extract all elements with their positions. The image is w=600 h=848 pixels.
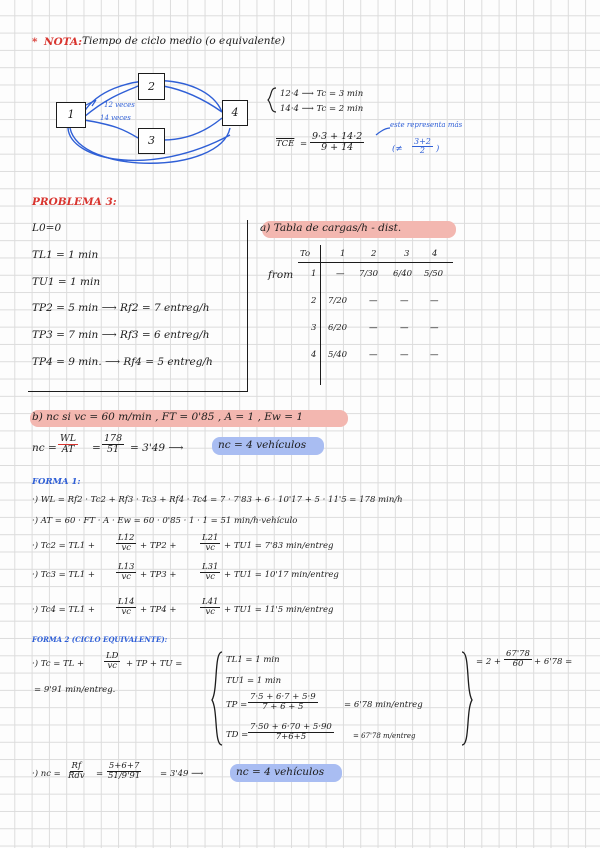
forma2-vc: vc xyxy=(107,660,118,671)
tabla-cell: — xyxy=(430,350,439,360)
forma2-td-num: 7·50 + 6·70 + 5·90 xyxy=(250,722,332,732)
tabla-col-4: 4 xyxy=(432,249,438,259)
forma2-tp-frac xyxy=(248,693,318,712)
tce-den: 9 + 14 xyxy=(321,141,354,153)
tabla-col-1: 1 xyxy=(340,249,346,259)
tabla-cell: 5/50 xyxy=(424,269,444,279)
forma2-brace-td: TD = xyxy=(226,730,249,740)
tabla-cell: — xyxy=(369,350,378,360)
param-tp3: TP3 = 7 min ⟶ Rf3 = 6 entreg/h xyxy=(32,329,210,341)
tc4-frac1 xyxy=(116,598,136,617)
tabla-cell: 6/20 xyxy=(328,323,348,333)
param-tp2: TP2 = 5 min ⟶ Rf2 = 7 entreg/h xyxy=(32,302,210,314)
forma2-nc-lhs: ·) nc = xyxy=(32,769,61,779)
tc3-f1n: L13 xyxy=(118,562,135,572)
tabla-hline xyxy=(298,262,453,263)
tc2-frac1 xyxy=(116,534,136,553)
param-l0: L0=0 xyxy=(32,222,62,234)
param-tu1: TU1 = 1 min xyxy=(32,276,101,288)
forma2-nc-val: = 3'49 ⟶ xyxy=(160,769,204,779)
tabla-cell: — xyxy=(369,296,378,306)
forma2-result: = 9'91 min/entreg. xyxy=(34,685,116,695)
tc4-frac2 xyxy=(200,598,220,617)
tc4-f2n: L41 xyxy=(202,597,219,607)
nc-num-fraction xyxy=(102,434,124,455)
blue-neq: (≠ xyxy=(392,144,403,154)
tabla-row-label: 4 xyxy=(311,350,317,360)
forma2-td-frac xyxy=(248,723,334,742)
forma1-at-line: ·) AT = 60 · FT · A · Ew = 60 · 0'85 · 1 · 1 = 51 min/h·vehículo xyxy=(32,516,298,526)
tabla-cell: — xyxy=(369,323,378,333)
tabla-row-label: 3 xyxy=(311,323,317,333)
forma2-right-fd: 60 xyxy=(512,658,524,669)
param-box-vline xyxy=(247,220,248,392)
forma2-nc-eq: = xyxy=(96,769,104,779)
tc2-f2n: L21 xyxy=(202,533,219,543)
forma2-nc-f2d: 51/9'91 xyxy=(108,770,141,781)
tc3-frac2 xyxy=(200,563,220,582)
forma2-line1-lhs: ·) Tc = TL + xyxy=(32,659,85,669)
blue-frac-den: 2 xyxy=(419,146,425,156)
forma2-nc-f1n: Rf xyxy=(71,761,82,771)
node-3: 3 xyxy=(138,128,165,154)
forma2-brace-tu: TU1 = 1 min xyxy=(226,676,282,686)
wl-at-fraction xyxy=(58,434,78,455)
forma2-td-den: 7+6+5 xyxy=(275,731,307,742)
forma2-ld: LD xyxy=(106,651,119,661)
tabla-row-label: 1 xyxy=(311,269,317,279)
tabla-cell: 5/40 xyxy=(328,350,348,360)
forma2-line1-rhs: + TP + TU = xyxy=(126,659,183,669)
forma2-brace-tl: TL1 = 1 min xyxy=(226,655,280,665)
tc4-f1n: L14 xyxy=(118,597,135,607)
tabla-cell: — xyxy=(430,323,439,333)
forma2-tp-res: = 6'78 min/entreg xyxy=(344,700,423,710)
tabla-vline xyxy=(320,245,321,385)
node-2: 2 xyxy=(138,73,165,100)
tc3-f2d: vc xyxy=(205,571,216,582)
tc4-mid: + TP4 + xyxy=(140,605,177,615)
tc2-end: + TU1 = 7'83 min/entreg xyxy=(224,541,334,551)
forma2-tp-den: 7 + 6 + 5 xyxy=(262,701,304,712)
tc2-lhs: ·) Tc2 = TL1 + xyxy=(32,541,95,551)
tc3-f2n: L31 xyxy=(202,562,219,572)
nc-eq: = xyxy=(92,442,101,454)
tce-fraction xyxy=(310,132,364,153)
tabla-cell: — xyxy=(430,296,439,306)
tabla-cell: — xyxy=(400,296,409,306)
brace-line-2: 14·4 ⟶ Tc = 2 min xyxy=(280,104,364,114)
tabla-cell: — xyxy=(400,350,409,360)
tc3-lhs: ·) Tc3 = TL1 + xyxy=(32,570,95,580)
forma2-nc-f1d: Rdv xyxy=(68,770,85,781)
param-tl1: TL1 = 1 min xyxy=(32,249,99,261)
tabla-cell: — xyxy=(400,323,409,333)
brace-line-1: 12·4 ⟶ Tc = 3 min xyxy=(280,89,364,99)
tabla-cell: 7/30 xyxy=(359,269,379,279)
tc2-f2d: vc xyxy=(205,542,216,553)
tc2-f1d: vc xyxy=(121,542,132,553)
blue-note: este representa más xyxy=(390,121,463,129)
nc-den: 51 xyxy=(107,443,120,455)
forma2-right-fn: 67'78 xyxy=(506,649,530,659)
nota-text: Tiempo de ciclo medio (o equivalente) xyxy=(82,35,286,47)
tc3-mid: + TP3 + xyxy=(140,570,177,580)
at: AT xyxy=(61,443,75,455)
blue-frac-num: 3+2 xyxy=(414,137,431,146)
forma2-nc-result: nc = 4 vehículos xyxy=(236,766,325,778)
nota-label: NOTA: xyxy=(44,36,83,48)
tabla-to-label: To xyxy=(300,249,311,259)
forma2-right-expr: = 2 + xyxy=(476,657,502,667)
blue-frac xyxy=(412,138,433,156)
tc4-f1d: vc xyxy=(121,606,132,617)
nc-result: nc = 4 vehículos xyxy=(218,439,307,451)
arrow-label-12: 12 veces xyxy=(104,101,135,109)
param-box-hline xyxy=(28,391,248,392)
forma1-title: FORMA 1: xyxy=(32,477,81,487)
nc-result-value: = 3'49 ⟶ xyxy=(130,442,184,454)
tabla-col-3: 3 xyxy=(404,249,410,259)
forma1-wl-line: ·) WL = Rf2 · Tc2 + Rf3 · Tc3 + Rf4 · Tc4 = 7 · 7'83 + 6 · 10'17 + 5 · 11'5 = 178 min/h xyxy=(32,495,403,505)
forma2-right-end: + 6'78 = xyxy=(534,657,573,667)
tc4-f2d: vc xyxy=(205,606,216,617)
tc2-f1n: L12 xyxy=(118,533,135,543)
parte-b-heading: b) nc si vc = 60 m/min , FT = 0'85 , A = 1 , Ew = 1 xyxy=(32,411,304,423)
tabla-cell: 7/20 xyxy=(328,296,348,306)
forma2-brace-tp: TP = xyxy=(226,700,248,710)
forma2-td-res: = 67'78 m/entreg xyxy=(353,732,416,740)
tc3-frac1 xyxy=(116,563,136,582)
tc4-lhs: ·) Tc4 = TL1 + xyxy=(32,605,95,615)
tabla-col-2: 2 xyxy=(371,249,377,259)
tc3-f1d: vc xyxy=(121,571,132,582)
tabla-title: a) Tabla de cargas/h - dist. xyxy=(260,222,402,234)
tce-label: $\overline{TCE}$ xyxy=(276,139,295,149)
tabla-row-label: 2 xyxy=(311,296,317,306)
node-4: 4 xyxy=(222,100,248,126)
tce-num: 9·3 + 14·2 xyxy=(312,131,363,142)
blue-close: ) xyxy=(436,144,440,154)
forma2-nc-frac2 xyxy=(106,762,142,781)
tc3-end: + TU1 = 10'17 min/entreg xyxy=(224,570,339,580)
arrow-label-14: 14 veces xyxy=(100,114,131,122)
nc-num: 178 xyxy=(104,433,123,444)
forma2-tp-num: 7·5 + 6·7 + 5·9 xyxy=(250,692,316,702)
forma2-right-frac xyxy=(504,650,532,669)
node-1: 1 xyxy=(56,102,86,128)
forma2-nc-f2n: 5+6+7 xyxy=(108,761,140,771)
forma2-nc-frac1 xyxy=(66,762,87,781)
tc2-mid: + TP2 + xyxy=(140,541,177,551)
tabla-cell: — xyxy=(336,269,345,279)
nc-lhs: nc = xyxy=(32,442,57,454)
wl: WL xyxy=(60,433,77,444)
nota-star: * xyxy=(32,36,38,48)
tabla-from-label: from xyxy=(268,269,294,281)
tc2-frac2 xyxy=(200,534,220,553)
forma2-ld-frac xyxy=(104,652,120,671)
tabla-cell: 6/40 xyxy=(393,269,413,279)
forma2-title: FORMA 2 (CICLO EQUIVALENTE): xyxy=(32,635,168,644)
tce-equals: = xyxy=(300,139,308,149)
tc4-end: + TU1 = 11'5 min/entreg xyxy=(224,605,334,615)
param-tp4: TP4 = 9 min. ⟶ Rf4 = 5 entreg/h xyxy=(32,356,213,368)
problema-title: PROBLEMA 3: xyxy=(32,196,117,208)
